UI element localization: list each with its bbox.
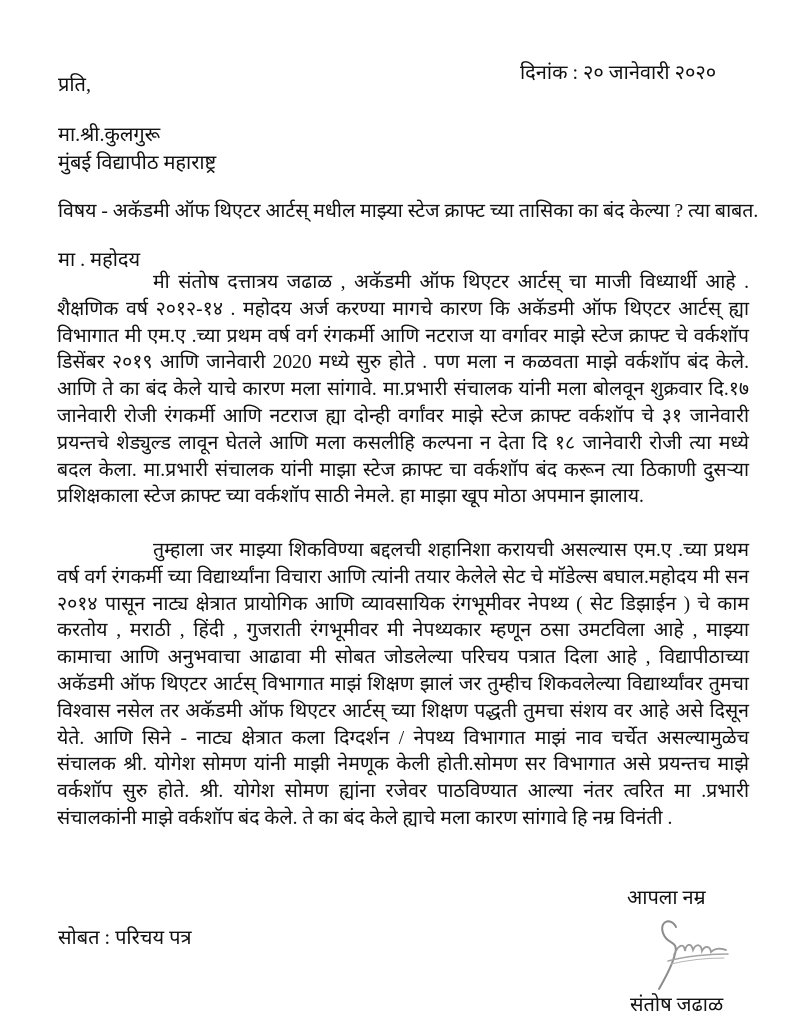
signature-icon	[638, 915, 743, 993]
letter-date: दिनांक : २० जानेवारी २०२०	[520, 62, 717, 84]
body-paragraph-1: मी संतोष दत्तात्रय जढाळ , अकॅडमी ऑफ थिएटर आर्टस् चा माजी विध्यार्थी आहे . शैक्षणिक वर्ष २०१२-१४ . महोदय अर्ज करण्या मागचे कारण कि अकॅडमी ऑफ थिएटर आर्टस् ह्या विभागात मी एम.ए .च्या प्रथम वर्ष वर्ग रंगकर्मी आणि नटराज या वर्गावर माझे स्टेज क्राफ्ट चे वर्कशॉप डिसेंबर २०१९ आणि जानेवारी 2020 मध्ये सुरु होते . पण मला न कळवता माझे वर्कशॉप बंद केले. आणि ते का बंद केले याचे कारण मला सांगावे. मा.प्रभारी संचालक यांनी मला बोलवून शुक्रवार दि.१७ जानेवारी रोजी रंगकर्मी आणि नटराज ह्या दोन्ही वर्गांवर माझे स्टेज क्राफ्ट वर्कशॉप चे ३१ जानेवारी प्रयन्तचे शेड्युल्ड लावून घेतले आणि मला कसलीहि कल्पना न देता दि १८ जानेवारी रोजी त्या मध्ये बदल केला. मा.प्रभारी संचालक यांनी माझा स्टेज क्राफ्ट चा वर्कशॉप बंद करून त्या ठिकाणी दुसऱ्या प्रशिक्षकाला स्टेज क्राफ्ट च्या वर्कशॉप साठी नेमले. हा माझा खूप मोठा अपमान झालाय.	[57, 272, 749, 508]
recipient-address: मुंबई विद्यापीठ महाराष्ट्र	[58, 152, 217, 174]
subject-line: विषय - अकॅडमी ऑफ थिएटर आर्टस् मधील माझ्या स्टेज क्राफ्ट च्या तासिका का बंद केल्या ? त्या बाबत.	[58, 201, 759, 222]
body-paragraph-2: तुम्हाला जर माझ्या शिकविण्या बद्दलची शहानिशा करायची असल्यास एम.ए .च्या प्रथम वर्ष वर्ग रंगकर्मी च्या विद्यार्थ्यांना विचारा आणि त्यांनी तयार केलेले सेट चे मॉडेल्स बघाल.महोदय मी सन २०१४ पासून नाट्य क्षेत्रात प्रायोगिक आणि व्यावसायिक रंगभूमीवर नेपथ्य ( सेट डिझाईन ) चे काम करतोय , मराठी , हिंदी , गुजराती रंगभूमीवर मी नेपथ्यकार म्हणून ठसा उमटविला आहे , माझ्या कामाचा आणि अनुभवाचा आढावा मी सोबत जोडलेल्या परिचय पत्रात दिला आहे , विद्यापीठाच्या अकॅडमी ऑफ थिएटर आर्टस् विभागात माझं शिक्षण झालं जर तुम्हीच शिकवलेल्या विद्यार्थ्यांवर तुमचा विश्वास नसेल तर अकॅडमी ऑफ थिएटर आर्टस् च्या शिक्षण पद्धती तुमचा संशय वर आहे असे दिसून येते. आणि सिने - नाट्य क्षेत्रात कला दिग्दर्शन / नेपथ्य विभागात माझं नाव चर्चेत असल्यामुळेच संचालक श्री. योगेश सोमण यांनी माझी नेमणूक केली होती.सोमण सर विभागात असे प्रयन्तच माझे वर्कशॉप सुरु होते. श्री. योगेश सोमण ह्यांना रजेवर पाठविण्यात आल्या नंतर त्वरित मा .प्रभारी संचालकांनी माझे वर्कशॉप बंद केले. ते का बंद केले ह्याचे मला कारण सांगावे हि नम्र विनंती .	[57, 540, 749, 829]
salutation: मा . महोदय	[58, 249, 141, 271]
recipient-name: मा.श्री.कुलगुरू	[58, 124, 161, 146]
signature-name: संतोष जढाळ	[630, 994, 724, 1016]
closing-phrase: आपला नम्र	[627, 887, 706, 909]
letter-to-label: प्रति,	[58, 74, 91, 96]
enclosure-note: सोबत : परिचय पत्र	[58, 927, 192, 949]
